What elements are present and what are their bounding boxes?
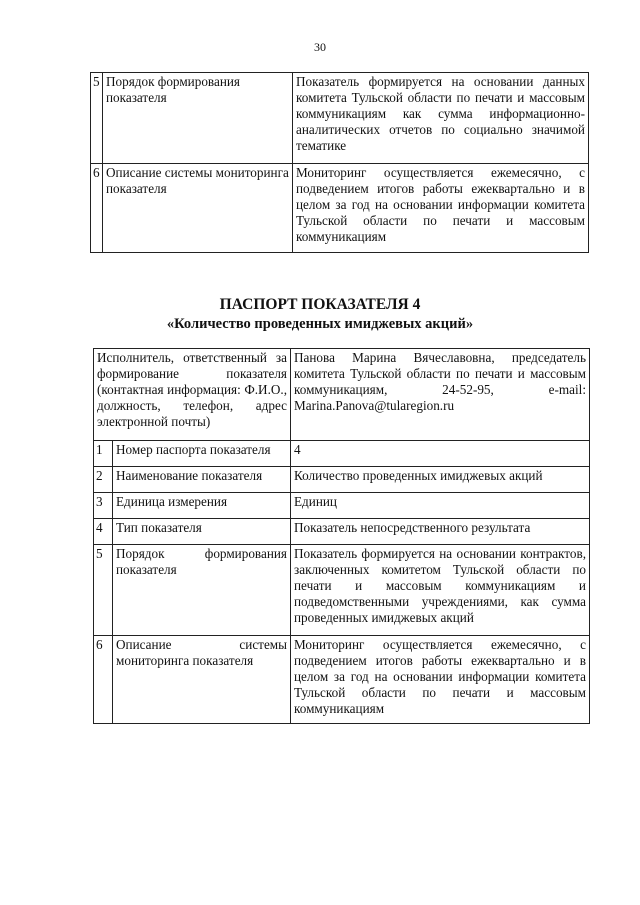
- row-value: Мониторинг осуществляется ежемесячно, с подведением итогов работы ежеквартально и в целом за год на основании информации комитета Тульской области по печати и массовым коммуникациям: [291, 636, 590, 724]
- row-number: 5: [94, 545, 113, 636]
- row-value: Мониторинг осуществляется ежемесячно, с подведением итогов работы ежеквартально и в целом за год на основании информации комитета Тульской области по печати и массовым коммуникациям: [293, 164, 589, 253]
- row-label: Номер паспорта показателя: [113, 441, 291, 467]
- row-number: 6: [91, 164, 103, 253]
- passport-title: ПАСПОРТ ПОКАЗАТЕЛЯ 4: [219, 296, 421, 313]
- row-label: Порядок формирования показателя: [113, 545, 291, 636]
- continued-table: [90, 72, 589, 253]
- row-value: Показатель непосредственного результата: [291, 519, 590, 545]
- row-value: Количество проведенных имиджевых акций: [291, 467, 590, 493]
- row-label: Единица измерения: [113, 493, 291, 519]
- executor-value: Панова Марина Вячеславовна, председатель комитета Тульской области по печати и массовым коммуникациям, 24-52-95, e-mail: Marina.Panova@tularegion.ru: [291, 349, 590, 441]
- table-row: [94, 519, 590, 545]
- passport-table: [93, 348, 590, 724]
- table-row: [91, 164, 589, 253]
- row-number: 2: [94, 467, 113, 493]
- table-row: [91, 73, 589, 164]
- row-label: Порядок формирования показателя: [103, 73, 293, 164]
- row-value: Единиц: [291, 493, 590, 519]
- executor-label: Исполнитель, ответственный за формирование показателя (контактная информация: Ф.И.О., должность, телефон, адрес электронной почты): [94, 349, 291, 441]
- table-row: [94, 636, 590, 724]
- table-row: [94, 493, 590, 519]
- passport-subtitle: «Количество проведенных имиджевых акций»: [166, 316, 474, 332]
- row-label: Описание системы мониторинга показателя: [113, 636, 291, 724]
- row-number: 1: [94, 441, 113, 467]
- table-row: [94, 441, 590, 467]
- row-label: Наименование показателя: [113, 467, 291, 493]
- row-label: Описание системы мониторинга показателя: [103, 164, 293, 253]
- row-number: 3: [94, 493, 113, 519]
- row-number: 6: [94, 636, 113, 724]
- table-row: [94, 467, 590, 493]
- page-number: 30: [314, 40, 326, 54]
- table-row: [94, 545, 590, 636]
- row-value: Показатель формируется на основании контрактов, заключенных комитетом Тульской области по печати и массовым коммуникациям и подведомственными учреждениями, как сумма проведенных имиджевых акций: [291, 545, 590, 636]
- row-value: Показатель формируется на основании данных комитета Тульской области по печати и массовым коммуникациям как сумма информационно-аналитических отчетов по социально значимой тематике: [293, 73, 589, 164]
- row-number: 4: [94, 519, 113, 545]
- row-value: 4: [291, 441, 590, 467]
- row-label: Тип показателя: [113, 519, 291, 545]
- table-row-executor: [94, 349, 590, 441]
- row-number: 5: [91, 73, 103, 164]
